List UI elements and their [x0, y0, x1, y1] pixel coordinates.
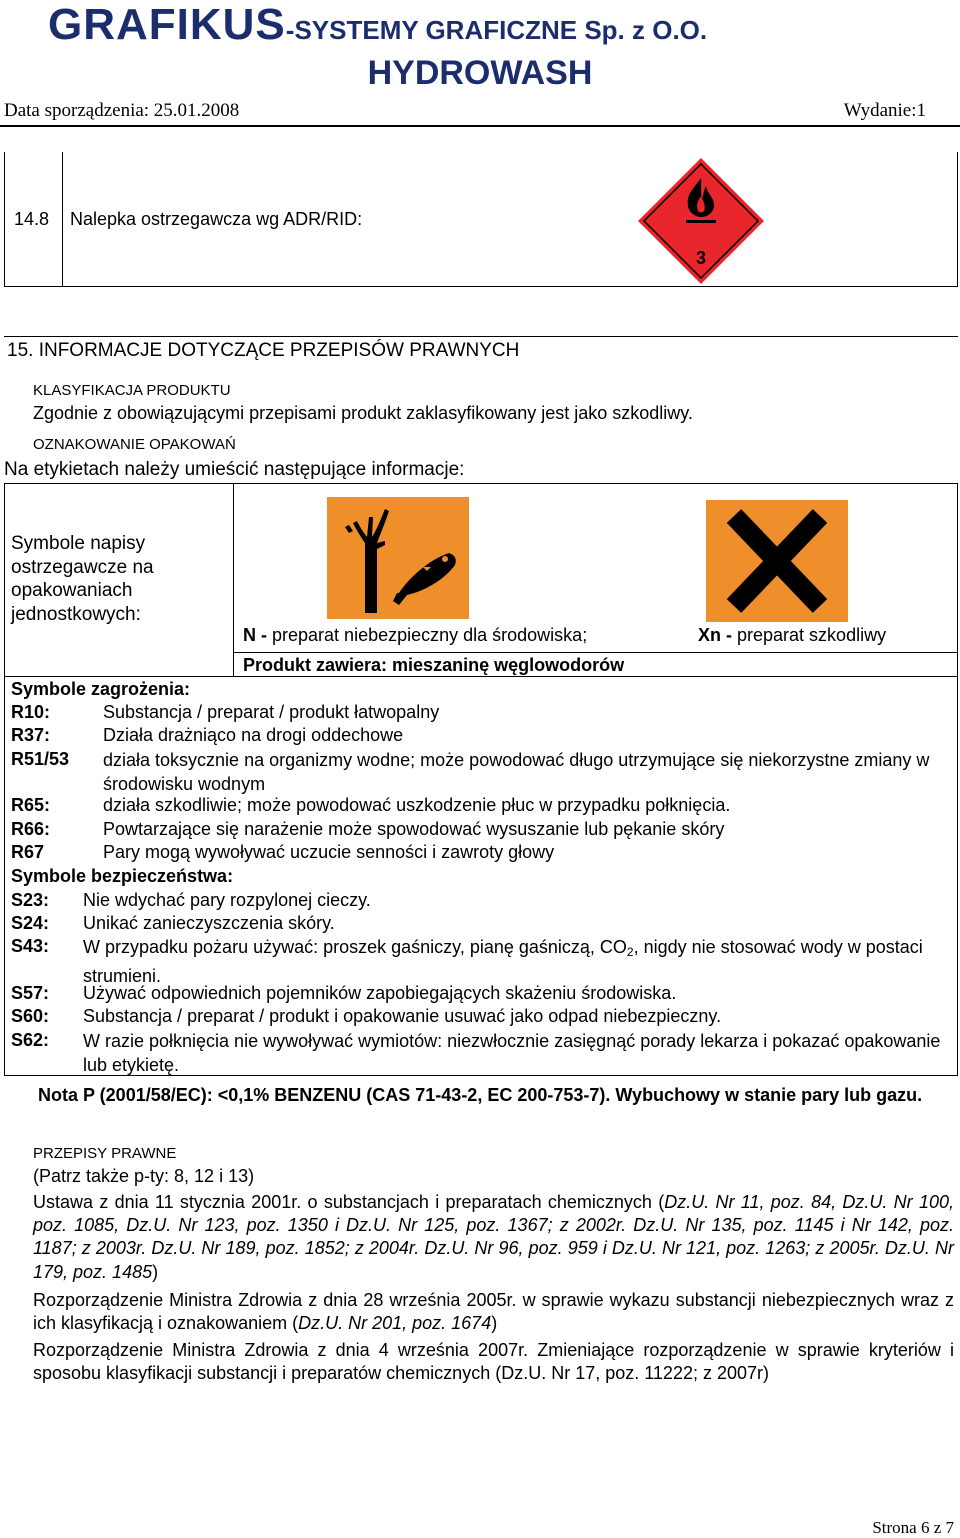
risk-code: R67	[11, 842, 45, 862]
label-table-mid-line	[4, 676, 958, 677]
label-table-divider	[233, 483, 234, 676]
legal-see-also: (Patrz także p-ty: 8, 12 i 13)	[33, 1166, 255, 1186]
product-name: HYDROWASH	[367, 54, 593, 92]
symbol-xn-text: preparat szkodliwy	[737, 625, 887, 645]
classification-text: Zgodnie z obowiązującymi przepisami produkt zaklasyfikowany jest jako szkodliwy.	[33, 403, 693, 423]
safety-code: S57:	[11, 983, 50, 1003]
adr-class-number: 3	[695, 248, 707, 268]
safety-heading: Symbole bezpieczeństwa:	[11, 866, 234, 886]
safety-code: S24:	[11, 913, 50, 933]
s14-label: Nalepka ostrzegawcza wg ADR/RID:	[70, 209, 363, 229]
nota-p: Nota P (2001/58/EC): <0,1% BENZENU (CAS 71-43-2, EC 200-753-7). Wybuchowy w stanie pary lub gazu.	[38, 1085, 923, 1105]
risk-code: R37:	[11, 725, 51, 745]
company-name	[48, 0, 707, 50]
s14-row-divider	[62, 152, 63, 286]
safety-code: S23:	[11, 890, 50, 910]
s14-number: 14.8	[14, 209, 50, 229]
legal-act-reference: Dz.U. Nr 201, poz. 1674	[298, 1313, 492, 1334]
header-divider	[0, 125, 960, 127]
risk-text: Powtarzające się narażenie może spowodować wysuszanie lub pękanie skóry	[103, 819, 725, 839]
adr-flammable-label	[636, 156, 766, 286]
symbol-xn-code: Xn -	[698, 625, 732, 645]
legal-act-2	[33, 1289, 954, 1335]
symbols-label: Symbole napisy ostrzegawcze na opakowaniach jednostkowych:	[11, 533, 154, 625]
safety-code: S60:	[11, 1006, 50, 1026]
page-number: Strona 6 z 7	[872, 1518, 954, 1537]
risk-code: R65:	[11, 795, 51, 815]
safety-text-part: W przypadku pożaru używać: proszek gaśniczy, pianę gaśniczą, CO	[83, 937, 627, 957]
risk-text: Pary mogą wywoływać uczucie senności i zawroty głowy	[103, 842, 555, 862]
s14-row-bottom	[4, 286, 958, 287]
symbol-n-code: N -	[243, 625, 267, 645]
s15-top-line	[4, 336, 958, 337]
legal-act-text: )	[152, 1261, 159, 1282]
s15-title: 15. INFORMACJE DOTYCZĄCE PRZEPISÓW PRAWNYCH	[7, 340, 520, 361]
safety-text: Unikać zanieczyszczenia skóry.	[83, 913, 335, 933]
safety-text: Substancja / preparat / produkt i opakowanie usuwać jako odpad niebezpieczny.	[83, 1006, 722, 1026]
risk-code: R51/53	[11, 749, 70, 769]
risk-code: R10:	[11, 702, 51, 722]
risk-text: działa toksycznie na organizmy wodne; może powodować długo utrzymujące się niekorzystne zmiany w środowisku wodnym	[103, 750, 930, 794]
safety-text: W razie połknięcia nie wywoływać wymiotów: niezwłocznie zasięgnąć porady lekarza i pokazać opakowanie lub etykietę.	[83, 1031, 941, 1075]
s14-row-right	[957, 152, 958, 286]
safety-code: S62:	[11, 1030, 50, 1050]
legal-act-3: Rozporządzenie Ministra Zdrowia z dnia 4 września 2007r. Zmieniające rozporządzenie w sprawie kryteriów i sposobu klasyfikacji substancji i preparatów chemicznych (Dz.U. Nr 17, poz. 11222; z 2007r)	[33, 1340, 954, 1384]
document-edition: Wydanie:1	[843, 100, 926, 121]
risk-text: Działa drażniąco na drogi oddechowe	[103, 725, 404, 745]
safety-text-subscript: 2	[626, 945, 634, 959]
label-table-left	[4, 483, 5, 1075]
safety-text: Używać odpowiednich pojemników zapobiegających skażeniu środowiska.	[83, 983, 677, 1003]
label-table-top	[4, 483, 958, 484]
safety-code: S43:	[11, 936, 50, 956]
legal-act-text: )	[491, 1313, 498, 1334]
labelling-heading: OZNAKOWANIE OPAKOWAŃ	[33, 436, 236, 453]
legal-act-reference: Dz.U. Nr 11, poz. 84, Dz.U. Nr 100, poz. 1085, Dz.U. Nr 123, poz. 1350 i Dz.U. Nr 125, poz. 1367; z 2002r. Dz.U. Nr 135, poz. 1145 i Nr 142, poz. 1187; z 2003r. Dz.U. Nr 189, poz. 1852; z 2004r. Dz.U. Nr 96, poz. 959 i Dz.U. Nr 121, poz. 1263; z 2005r. Dz.U. Nr 179, poz. 1485	[33, 1192, 955, 1282]
safety-text	[83, 936, 953, 988]
legal-act-text: Ustawa z dnia 11 stycznia 2001r. o substancjach i preparatach chemicznych (	[33, 1192, 665, 1212]
s14-row-left	[4, 152, 5, 286]
company-name-rest: -SYSTEMY GRAFICZNE Sp. z O.O.	[285, 15, 708, 45]
risk-code: R66:	[11, 819, 51, 839]
environment-hazard-pictogram	[327, 497, 469, 619]
legal-heading: PRZEPISY PRAWNE	[33, 1145, 177, 1162]
document-date: Data sporządzenia: 25.01.2008	[4, 100, 240, 121]
hazard-heading: Symbole zagrożenia:	[11, 679, 191, 699]
product-contains: Produkt zawiera: mieszaninę węglowodorów	[243, 655, 625, 675]
safety-text-part: , nigdy nie stosować wody w postaci strumieni.	[83, 937, 923, 986]
legal-act-text: Rozporządzenie Ministra Zdrowia z dnia 28 września 2005r. w sprawie wykazu substancji niebezpiecznych wraz z ich klasyfikacją i oznakowaniem (	[33, 1290, 954, 1334]
label-table-right	[957, 483, 958, 1075]
risk-text: Substancja / preparat / produkt łatwopalny	[103, 702, 440, 722]
labelling-intro: Na etykietach należy umieścić następujące informacje:	[4, 459, 465, 480]
harmful-pictogram	[706, 500, 848, 622]
symbol-xn	[698, 625, 886, 646]
classification-heading: KLASYFIKACJA PRODUKTU	[33, 382, 231, 399]
legal-act-1	[33, 1191, 954, 1284]
label-table-inner-line	[233, 652, 957, 653]
symbol-n-text: preparat niebezpieczny dla środowiska;	[272, 625, 588, 645]
symbol-n	[243, 625, 587, 646]
risk-text: działa szkodliwie; może powodować uszkodzenie płuc w przypadku połknięcia.	[103, 795, 731, 815]
safety-text: Nie wdychać pary rozpylonej cieczy.	[83, 890, 371, 910]
company-name-main: GRAFIKUS	[48, 0, 286, 49]
